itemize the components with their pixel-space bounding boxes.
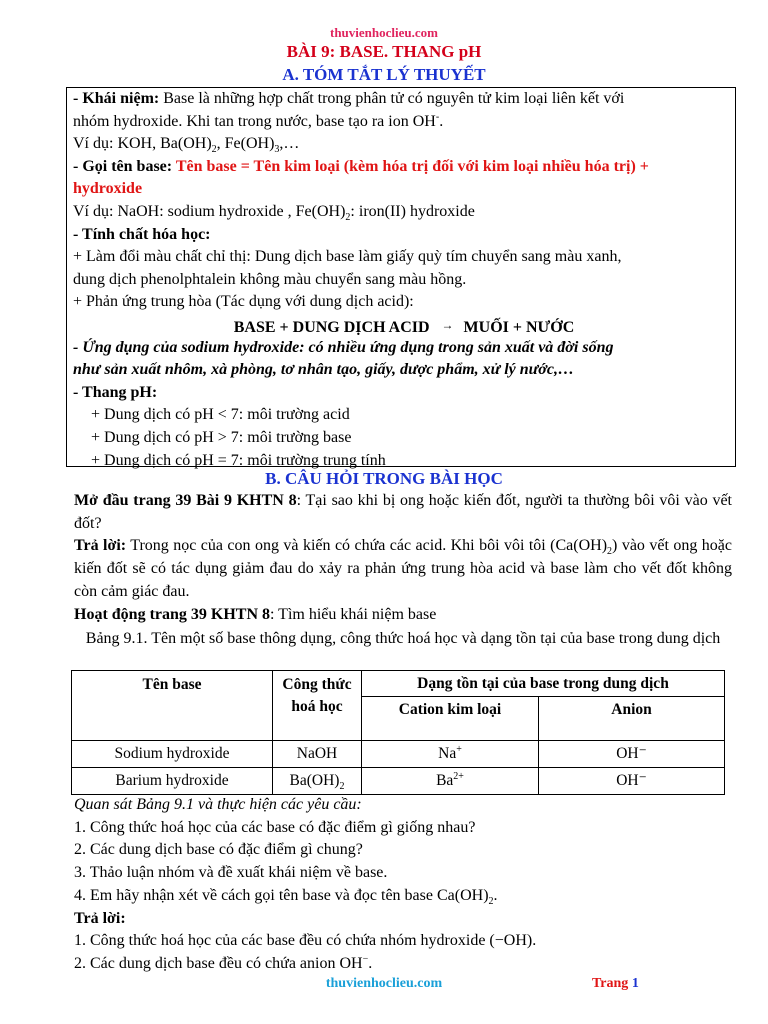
row-cation-text: Na <box>438 745 457 762</box>
col-formula-header-2: hoá học <box>291 698 343 715</box>
concept-line-1 <box>73 88 735 111</box>
base-table <box>71 670 725 795</box>
tasks-intro: Quan sát Bảng 9.1 và thực hiện các yêu cầu: <box>74 796 362 813</box>
opening-answer-1: Trong nọc của con ong và kiến có chứa các acid. Khi bôi vôi tôi (Ca(OH) <box>126 537 608 555</box>
naming-label: - Gọi tên base: <box>73 157 173 175</box>
concept-text-2: nhóm hydroxide. Khi tan trong nước, base tạo ra ion OH <box>73 112 436 130</box>
col-group-header: Dạng tồn tại của base trong dung dịch <box>362 671 725 697</box>
answer-2-end: . <box>368 954 373 972</box>
example-1-end: ,… <box>279 135 300 153</box>
opening-answer <box>74 535 732 603</box>
application-2: như sản xuất nhôm, xà phòng, tơ nhân tạo, giấy, dược phẩm, xử lý nước,… <box>73 361 574 379</box>
tasks-section <box>74 794 732 976</box>
opening-label: Mở đầu trang 39 Bài 9 KHTN 8 <box>74 492 297 509</box>
col-anion-header: Anion <box>539 697 725 741</box>
naming-rule-1: Tên base = Tên kim loại (kèm hóa trị đối với kim loại nhiều hóa trị) + <box>172 157 649 175</box>
row-formula-sub: 2 <box>339 781 345 793</box>
row-cation-text: Ba <box>436 772 454 789</box>
tasks-answer-label: Trả lời: <box>74 909 126 927</box>
task-4-prefix: 4. Em hãy nhận xét về cách gọi tên base và đọc tên base Ca(OH) <box>74 886 489 904</box>
ph-base: + Dung dịch có pH > 7: môi trường base <box>91 428 352 446</box>
row-formula-text: Ba(OH) <box>289 772 340 789</box>
row-cation <box>362 768 539 795</box>
reaction-right: MUỐI + NƯỚC <box>463 318 575 336</box>
example-1-sub1: 2 <box>211 144 217 156</box>
page-indicator <box>592 973 639 995</box>
page-footer <box>0 973 768 995</box>
lesson-title: BÀI 9: BASE. THANG pH <box>286 42 482 61</box>
page-label: Trang <box>592 976 629 991</box>
ph-acid: + Dung dịch có pH < 7: môi trường acid <box>91 406 350 424</box>
properties-label: - Tính chất hóa học: <box>73 225 211 243</box>
opening-answer-2: ) vào vết ong hoặc kiến đốt sẽ có tác dụng giảm đau do xảy ra phản ứng trung hòa acid và base làm cho vết đốt không còn cảm giác đau. <box>74 537 732 600</box>
task-4 <box>74 885 732 908</box>
site-header[interactable]: thuvienhoclieu.com <box>330 25 438 40</box>
task-4-end: . <box>493 886 498 904</box>
example-2-prefix: Ví dụ: NaOH: sodium hydroxide , Fe(OH) <box>73 202 346 220</box>
answer-2-prefix: 2. Các dung dịch base đều có chứa anion OH <box>74 954 363 972</box>
concept-line-2 <box>73 111 735 134</box>
concept-label: - Khái niệm: <box>73 90 160 107</box>
row-name: Barium hydroxide <box>72 768 273 795</box>
table-row <box>72 741 725 768</box>
opening-answer-label: Trả lời: <box>74 537 127 555</box>
row-name: Sodium hydroxide <box>72 741 273 768</box>
answer-1: 1. Công thức hoá học của các base đều có chứa nhóm hydroxide (−OH). <box>74 932 537 950</box>
opening-answer-sub: 2 <box>607 546 613 558</box>
row-formula <box>273 741 362 768</box>
concept-end: . <box>439 112 444 130</box>
example-2 <box>73 201 735 224</box>
activity-label: Hoạt động trang 39 KHTN 8 <box>74 605 271 623</box>
row-anion: OH⁻ <box>539 741 725 768</box>
footer-site-link[interactable]: thuvienhoclieu.com <box>325 976 443 991</box>
col-formula-header <box>273 671 362 741</box>
property-1b: dung dịch phenolphtalein không màu chuyển sang màu hồng. <box>73 270 467 288</box>
opening-qa <box>74 490 732 626</box>
application-1: - Ứng dụng của sodium hydroxide: có nhiều ứng dụng trong sản xuất và đời sống <box>73 338 614 356</box>
task-4-sub: 2 <box>488 896 494 907</box>
page-number: 1 <box>631 976 639 991</box>
task-2: 2. Các dung dịch base có đặc điểm gì chung? <box>74 841 363 859</box>
theory-summary-box <box>66 87 736 467</box>
activity-line <box>74 604 732 627</box>
reaction-left: BASE + DUNG DỊCH ACID <box>233 318 430 336</box>
concept-sup: - <box>435 111 440 123</box>
reaction-arrow-icon: → <box>441 317 454 332</box>
example-2-end: : iron(II) hydroxide <box>350 202 475 220</box>
example-1-mid: , Fe(OH) <box>216 135 275 153</box>
row-formula <box>273 768 362 795</box>
ph-label: - Thang pH: <box>73 383 158 401</box>
property-1a: + Làm đổi màu chất chỉ thị: Dung dịch base làm giấy quỳ tím chuyển sang màu xanh, <box>73 248 622 266</box>
property-2: + Phản ứng trung hòa (Tác dụng với dung dịch acid): <box>73 293 414 311</box>
naming-rule-2: hydroxide <box>73 180 143 198</box>
opening-question-text: : Tại sao khi bị ong hoặc kiến đốt, người ta thường bôi vôi vào vết đốt? <box>74 492 732 532</box>
col-cation-header: Cation kim loại <box>362 697 539 741</box>
task-1: 1. Công thức hoá học của các base có đặc điểm gì giống nhau? <box>74 818 476 836</box>
example-1-sub2: 3 <box>274 144 280 156</box>
example-1-prefix: Ví dụ: KOH, Ba(OH) <box>73 135 212 153</box>
concept-text-1: Base là những hợp chất trong phân tử có nguyên tử kim loại liên kết với <box>159 90 625 107</box>
example-2-sub: 2 <box>345 212 351 224</box>
example-1 <box>73 133 735 156</box>
col-formula-header-1: Công thức <box>282 676 352 693</box>
neutralization-equation <box>73 314 735 337</box>
answer-2-sup: − <box>362 953 369 965</box>
table-row <box>72 768 725 795</box>
table-header-row-1 <box>72 671 725 697</box>
section-b-heading: B. CÂU HỎI TRONG BÀI HỌC <box>265 469 503 488</box>
table-caption: Bảng 9.1. Tên một số base thông dụng, công thức hoá học và dạng tồn tại của base trong dung dịch <box>85 630 721 647</box>
row-cation-sup: + <box>456 743 462 755</box>
activity-text: : Tìm hiểu khái niệm base <box>270 605 437 623</box>
task-3: 3. Thảo luận nhóm và đề xuất khái niệm về base. <box>74 864 388 882</box>
col-name-header: Tên base <box>72 671 273 741</box>
section-a-heading: A. TÓM TẮT LÝ THUYẾT <box>282 65 486 84</box>
naming-line-1 <box>73 156 735 179</box>
row-formula-text: NaOH <box>296 745 338 762</box>
row-cation-sup: 2+ <box>453 770 464 782</box>
row-anion: OH⁻ <box>539 768 725 795</box>
ph-neutral: + Dung dịch có pH = 7: môi trường trung tính <box>91 451 386 469</box>
row-cation <box>362 741 539 768</box>
opening-question <box>74 490 732 535</box>
